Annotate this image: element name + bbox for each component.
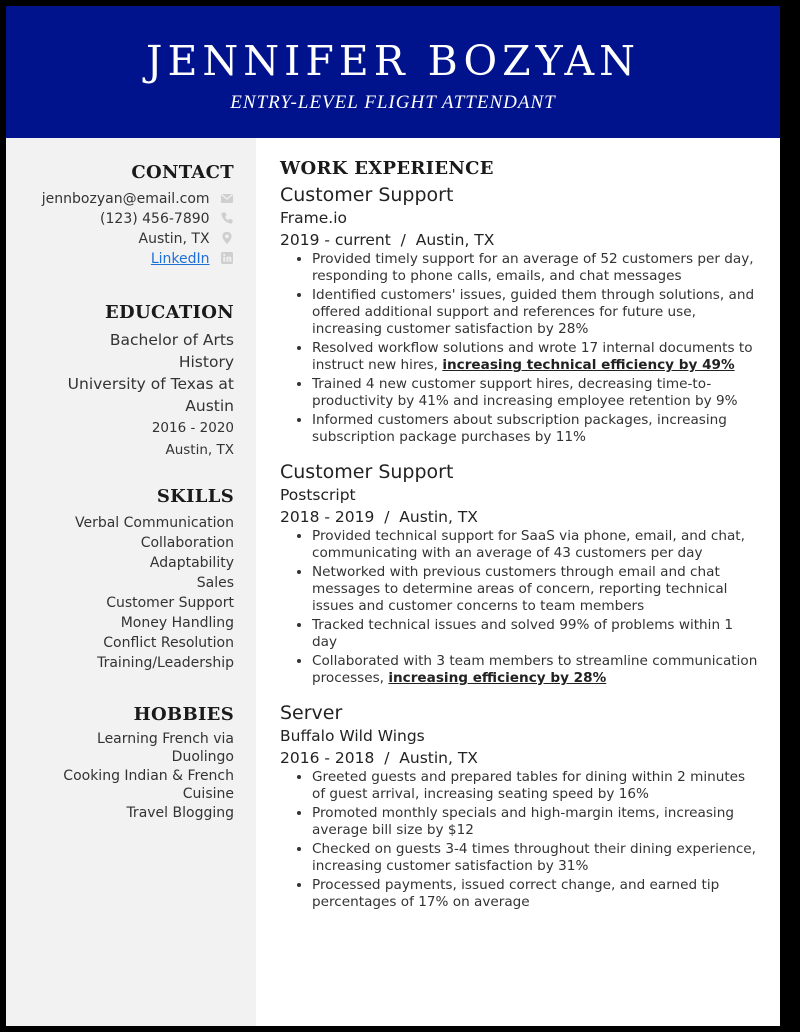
hobbies-section — [14, 704, 234, 825]
linkedin-row — [14, 249, 234, 269]
bullet-item — [312, 528, 760, 562]
job-entry — [280, 460, 760, 687]
phone-text: (123) 456-7890 — [100, 211, 210, 227]
skill-item: Conflict Resolution — [103, 635, 234, 651]
skills-section — [14, 486, 234, 673]
location-row — [14, 229, 234, 249]
skill-item: Adaptability — [149, 555, 234, 571]
company-name: Buffalo Wild Wings — [280, 727, 425, 745]
phone-row — [14, 209, 234, 229]
bullet-text: Greeted guests and prepared tables for dining within 2 minutes of guest arrival, increasing seating speed by 16% — [312, 769, 746, 802]
contact-heading: CONTACT — [131, 162, 234, 183]
envelope-icon — [220, 191, 234, 205]
bullet-text: Checked on guests 3-4 times throughout their dining experience, increasing customer satisfaction by 31% — [312, 841, 756, 874]
resume-page — [6, 6, 780, 1026]
header-banner — [6, 6, 780, 138]
bullet-item — [312, 653, 760, 687]
bullet-item — [312, 877, 760, 911]
linkedin-icon — [220, 251, 234, 265]
job-target-title: ENTRY-LEVEL FLIGHT ATTENDANT — [230, 92, 556, 113]
job-title: Server — [280, 702, 343, 724]
skill-item: Collaboration — [140, 535, 234, 551]
job-title: Customer Support — [280, 461, 454, 483]
hobby-item: Learning French via Duolingo — [97, 731, 234, 765]
bullet-text: Networked with previous customers through email and chat messages to determine areas of concern, reporting technical issues and customer concerns to team members — [312, 564, 728, 614]
sidebar — [6, 138, 256, 1026]
bullet-text: Provided timely support for an average of 52 customers per day, responding to phone calls, emails, and chat messages — [312, 251, 754, 284]
job-entry — [280, 183, 760, 446]
job-bullets — [280, 769, 760, 911]
bullet-item — [312, 841, 760, 875]
hobby-item: Cooking Indian & French Cuisine — [63, 768, 234, 802]
bullet-text: Processed payments, issued correct change, and earned tip percentages of 17% on average — [312, 877, 720, 910]
bullet-item — [312, 340, 760, 374]
company-name: Postscript — [280, 486, 356, 504]
bullet-text: Provided technical support for SaaS via phone, email, and chat, communicating with an average of 43 customers per day — [312, 528, 745, 561]
bullet-item — [312, 805, 760, 839]
skill-item: Verbal Communication — [74, 515, 234, 531]
skill-item: Money Handling — [120, 615, 234, 631]
bullet-highlight: increasing technical efficiency by 49% — [442, 357, 735, 373]
bullet-text: Resolved workflow solutions and wrote 17 internal documents to instruct new hires, — [312, 340, 753, 373]
bullet-text: Identified customers' issues, guided them through solutions, and offered additional support and references for future use, increasing customer satisfaction by 28% — [312, 287, 755, 337]
education-location: Austin, TX — [165, 442, 234, 458]
bullet-item — [312, 412, 760, 446]
contact-section — [14, 162, 234, 269]
bullet-item — [312, 564, 760, 615]
bullet-highlight: increasing efficiency by 28% — [388, 670, 607, 686]
email-row — [14, 189, 234, 209]
main-content — [280, 158, 760, 925]
job-dates: 2016 - 2018 / Austin, TX — [280, 749, 478, 767]
job-entry — [280, 701, 760, 911]
job-bullets — [280, 251, 760, 446]
skill-item: Sales — [196, 575, 234, 591]
skill-item: Customer Support — [106, 595, 234, 611]
bullet-item — [312, 287, 760, 338]
location-text: Austin, TX — [138, 231, 210, 247]
bullet-item — [312, 251, 760, 285]
bullet-item — [312, 769, 760, 803]
degree: Bachelor of Arts — [109, 331, 234, 349]
job-bullets — [280, 528, 760, 687]
bullet-text: Tracked technical issues and solved 99% of problems within 1 day — [312, 617, 734, 650]
location-pin-icon — [220, 231, 234, 245]
job-dates: 2018 - 2019 / Austin, TX — [280, 508, 478, 526]
education-heading: EDUCATION — [105, 302, 234, 323]
bullet-text: Trained 4 new customer support hires, decreasing time-to-productivity by 41% and increasing employee retention by 9% — [312, 376, 738, 409]
education-section — [14, 302, 234, 461]
bullet-item — [312, 376, 760, 410]
education-years: 2016 - 2020 — [151, 420, 234, 436]
skills-heading: SKILLS — [156, 486, 234, 507]
hobbies-heading: HOBBIES — [133, 704, 234, 725]
job-dates: 2019 - current / Austin, TX — [280, 231, 495, 249]
bullet-text: Promoted monthly specials and high-margin items, increasing average bill size by $12 — [312, 805, 734, 838]
hobby-item: Travel Blogging — [126, 805, 234, 821]
bullet-text: Informed customers about subscription packages, increasing subscription package purchases by 11% — [312, 412, 727, 445]
school: University of Texas at Austin — [67, 375, 234, 415]
bullet-text: Collaborated with 3 team members to streamline communication processes, — [312, 653, 758, 686]
work-experience-heading: WORK EXPERIENCE — [280, 158, 494, 179]
bullet-item — [312, 617, 760, 651]
email-text[interactable]: jennbozyan@email.com — [41, 191, 210, 207]
phone-icon — [220, 211, 234, 225]
job-title: Customer Support — [280, 184, 454, 206]
company-name: Frame.io — [280, 209, 348, 227]
candidate-name: JENNIFER BOZYAN — [146, 37, 640, 85]
major: History — [178, 353, 234, 371]
linkedin-link[interactable]: LinkedIn — [150, 251, 210, 267]
skill-item: Training/Leadership — [97, 655, 234, 671]
